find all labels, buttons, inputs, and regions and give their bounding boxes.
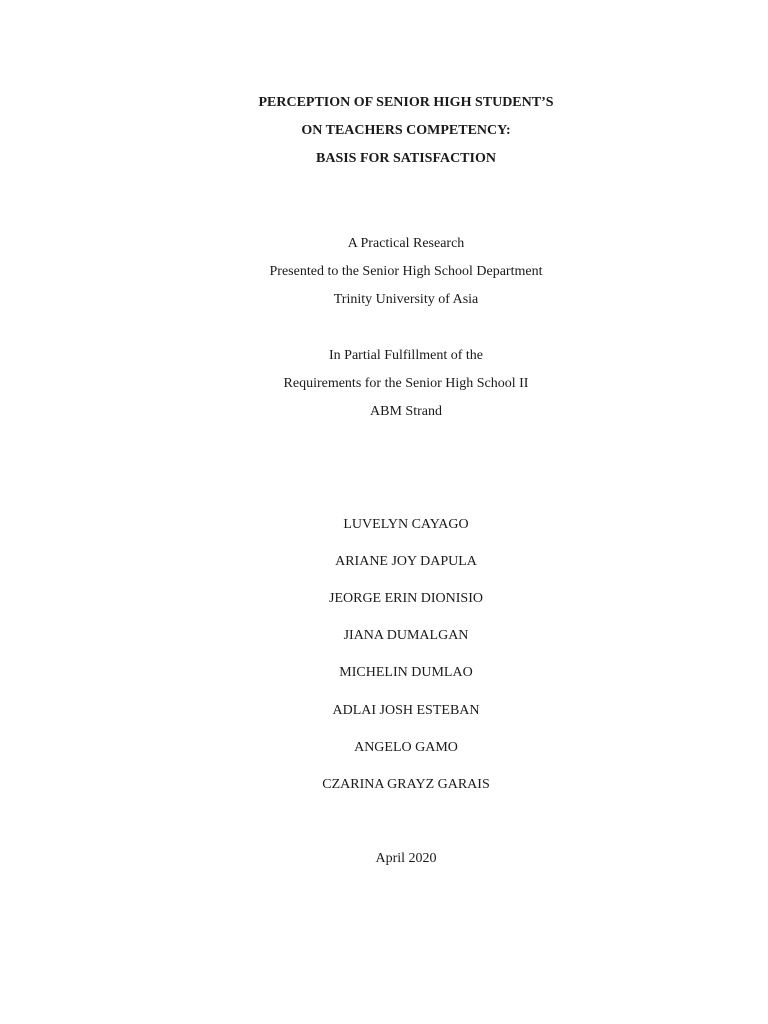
fulfillment-line-2: Requirements for the Senior High School II	[283, 376, 529, 391]
fulfillment-line-1: In Partial Fulfillment of the	[329, 348, 483, 363]
author-name: ADLAI JOSH ESTEBAN	[332, 703, 480, 718]
title-line-1: PERCEPTION OF SENIOR HIGH STUDENT’S	[258, 95, 554, 110]
author-name: ARIANE JOY DAPULA	[335, 554, 477, 569]
presentation-line-3: Trinity University of Asia	[333, 292, 479, 307]
submission-date: April 2020	[375, 851, 437, 866]
author-name: ANGELO GAMO	[354, 740, 458, 755]
title-line-2: ON TEACHERS COMPETENCY:	[301, 123, 511, 138]
title-line-3: BASIS FOR SATISFACTION	[316, 151, 496, 166]
author-name: LUVELYN CAYAGO	[343, 517, 469, 532]
fulfillment-line-3: ABM Strand	[370, 404, 442, 419]
author-name: JEORGE ERIN DIONISIO	[329, 591, 483, 606]
author-name: CZARINA GRAYZ GARAIS	[322, 777, 490, 792]
presentation-line-2: Presented to the Senior High School Department	[269, 264, 543, 279]
author-name: MICHELIN DUMLAO	[339, 665, 473, 680]
presentation-line-1: A Practical Research	[347, 236, 465, 251]
author-name: JIANA DUMALGAN	[343, 628, 469, 643]
